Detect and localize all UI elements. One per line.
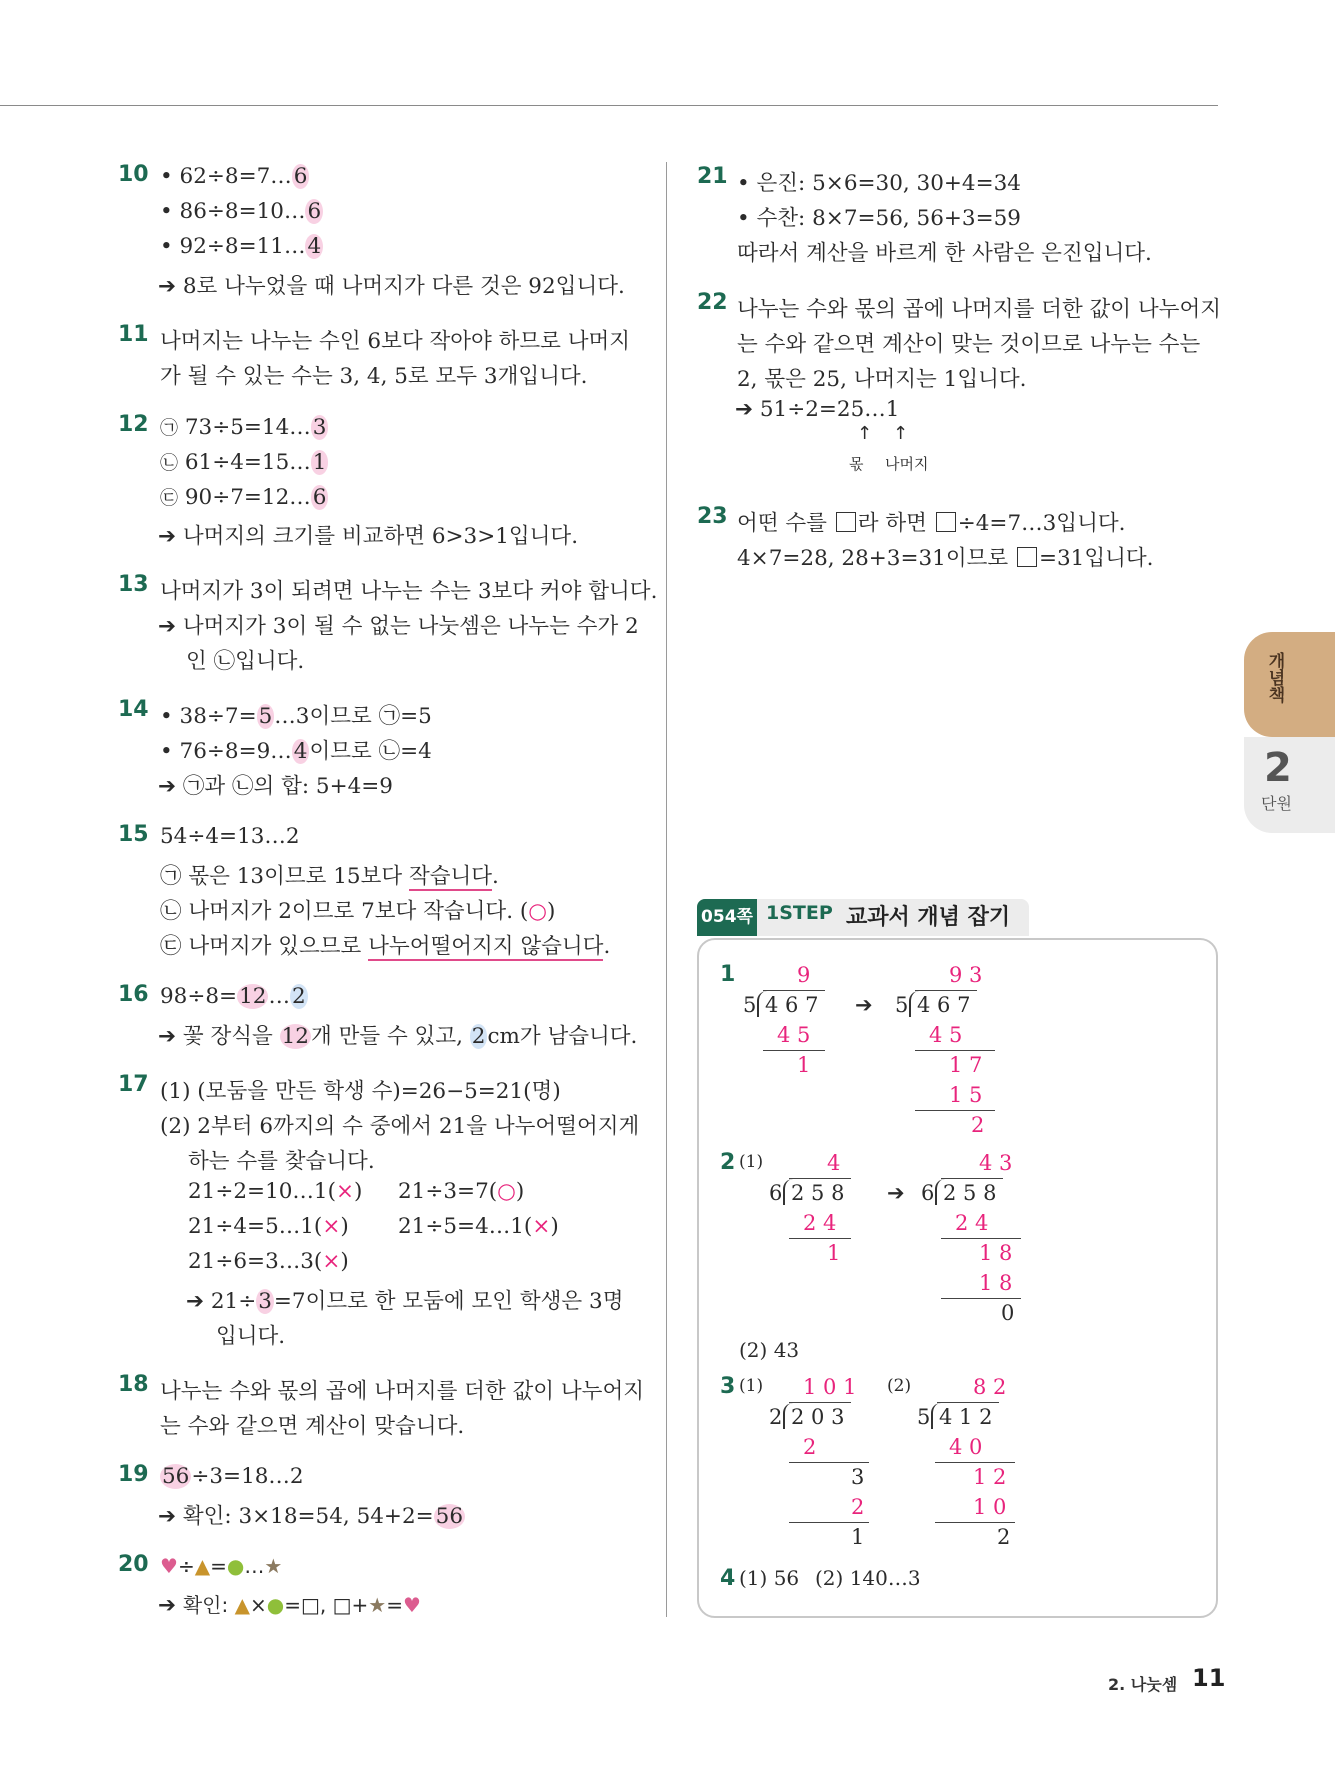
arrow-icon: ➔ bbox=[735, 397, 754, 422]
arrow-icon: ➔ bbox=[855, 993, 873, 1017]
step-label: 1STEP bbox=[766, 902, 833, 924]
chapter-label: 2. 나눗셈 bbox=[1108, 1675, 1178, 1694]
unit-tab[interactable]: 2 단원 bbox=[1244, 737, 1335, 833]
problem-number: 10 bbox=[118, 162, 149, 187]
arrow-icon: ➔ bbox=[158, 614, 177, 639]
arrow-icon: ➔ bbox=[158, 1024, 177, 1049]
up-arrow-icon: ↑ bbox=[857, 423, 873, 444]
page-number: 11 bbox=[1192, 1664, 1226, 1692]
arrow-icon: ➔ bbox=[158, 274, 177, 299]
page-ref-badge: 054쪽 bbox=[697, 899, 757, 936]
step-title: 교과서 개념 잡기 bbox=[846, 905, 1011, 930]
arrow-icon: ➔ bbox=[158, 1593, 177, 1618]
up-arrow-icon: ↑ bbox=[893, 423, 909, 444]
top-rule bbox=[0, 105, 1218, 106]
arrow-icon: ➔ bbox=[158, 1504, 177, 1529]
blank-box bbox=[836, 512, 856, 532]
arrow-icon: ➔ bbox=[186, 1289, 205, 1314]
book-tab[interactable]: 개념책 bbox=[1244, 632, 1335, 737]
blank-box bbox=[1017, 547, 1037, 567]
blank-box bbox=[936, 512, 956, 532]
arrow-icon: ➔ bbox=[887, 1181, 905, 1205]
symbol-equation: ♥÷▲=●…★ bbox=[160, 1554, 283, 1578]
arrow-icon: ➔ bbox=[158, 774, 177, 799]
column-divider bbox=[666, 162, 667, 1617]
arrow-icon: ➔ bbox=[158, 524, 177, 549]
